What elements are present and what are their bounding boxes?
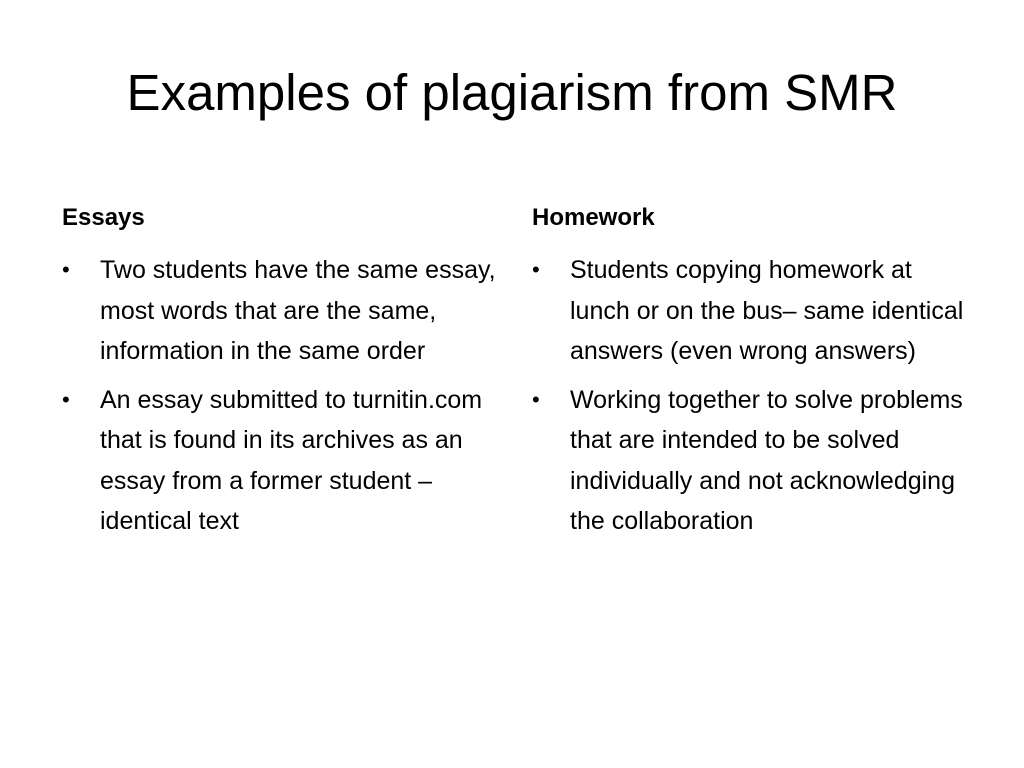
essays-bullet-2	[62, 380, 502, 542]
bullet-icon: •	[62, 386, 70, 412]
homework-bullet-list	[532, 250, 972, 542]
essays-column	[62, 200, 502, 550]
homework-heading: Homework	[532, 204, 655, 231]
essays-bullet-1	[62, 250, 502, 372]
homework-bullet-1	[532, 250, 972, 372]
bullet-text: Students copying homework at lunch or on the bus– same identical answers (even wrong answers)	[570, 256, 964, 365]
homework-bullet-2	[532, 380, 972, 542]
bullet-icon: •	[532, 257, 540, 282]
bullet-text: Two students have the same essay, most words that are the same, information in the same order	[100, 256, 496, 365]
essays-heading: Essays	[62, 204, 145, 231]
slide-title: Examples of plagiarism from SMR	[126, 64, 898, 121]
bullet-text: An essay submitted to turnitin.com that is found in its archives as an essay from a former student – identical text	[100, 385, 483, 535]
essays-bullet-list	[62, 250, 502, 542]
bullet-text: Working together to solve problems that are intended to be solved individually and not acknowledging the collaboration	[570, 385, 963, 535]
bullet-icon: •	[62, 257, 70, 282]
bullet-icon: •	[532, 386, 540, 412]
homework-column	[532, 200, 972, 550]
